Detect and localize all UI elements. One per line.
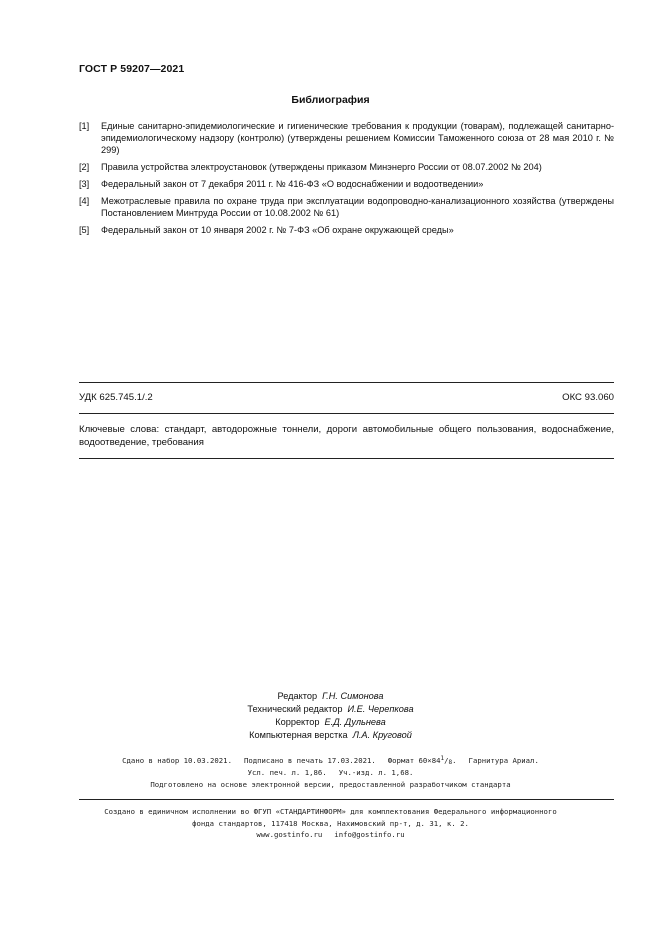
typeset-date: Сдано в набор 10.03.2021. (122, 756, 232, 765)
bibliography-entry (79, 178, 614, 190)
signed-date: Подписано в печать 17.03.2021. (243, 756, 376, 765)
imprint-line-3: Подготовлено на основе электронной версии, предоставленной разработчиком стандарта (150, 780, 511, 789)
credit-name: И.Е. Черепкова (347, 704, 414, 714)
udc-code: УДК 625.745.1/.2 (79, 392, 153, 403)
entry-text: Единые санитарно-эпидемиологические и гигиенические требования к продукции (товарам), подлежащей санитарно-эпидемиологическому надзору (контролю) (утверждены решением Комиссии Таможенного союза от 28 мая 2010 г. № 299) (101, 121, 614, 155)
credit-role: Корректор (275, 717, 320, 727)
entry-number: [4] (79, 196, 90, 206)
print-sheets: Усл. печ. л. 1,86. (247, 768, 327, 777)
imprint-line-2 (0, 767, 661, 779)
divider-middle (79, 413, 614, 414)
entry-text: Федеральный закон от 7 декабря 2011 г. № 416-ФЗ «О водоснабжении и водоотведении» (101, 179, 484, 189)
entry-number: [3] (79, 179, 90, 189)
typeface: Гарнитура Ариал. (468, 756, 539, 765)
footer-line-2: фонда стандартов, 117418 Москва, Нахимовский пр-т, д. 31, к. 2. (192, 818, 469, 828)
entry-text: Межотраслевые правила по охране труда при эксплуатации водопроводно-канализационного хозяйства (утверждены Постановлением Минтруда России от 10.08.2002 № 61) (101, 196, 614, 218)
divider-footer (79, 799, 614, 800)
footer-line-1: Создано в единичном исполнении во ФГУП «СТАНДАРТИНФОРМ» для комплектования Федерального информационного (104, 807, 557, 816)
print-imprint (0, 755, 661, 791)
credit-name: Г.Н. Симонова (322, 691, 384, 701)
credit-role: Компьютерная верстка (249, 730, 348, 740)
entry-text: Федеральный закон от 10 января 2002 г. № 7-ФЗ «Об охране окружающей среды» (101, 225, 454, 235)
website-link[interactable]: www.gostinfo.ru (256, 830, 323, 839)
editorial-credits (0, 690, 661, 742)
credit-role: Технический редактор (247, 704, 343, 714)
bibliography-entry (79, 161, 614, 173)
bibliography-entry (79, 120, 614, 156)
divider-bottom (79, 458, 614, 459)
entry-number: [2] (79, 162, 90, 172)
credit-line (0, 716, 661, 729)
bibliography-list (79, 120, 614, 241)
entry-text: Правила устройства электроустановок (утверждены приказом Минэнерго России от 08.07.2002 № 204) (101, 162, 542, 172)
entry-number: [1] (79, 121, 90, 131)
classification-row (79, 392, 614, 403)
footer-contacts (0, 829, 661, 841)
credit-role: Редактор (277, 691, 318, 701)
publisher-sheets: Уч.-изд. л. 1,68. (338, 768, 414, 777)
keywords (79, 423, 614, 449)
email-link[interactable]: info@gostinfo.ru (334, 830, 405, 839)
bibliography-title: Библиография (291, 94, 370, 106)
keywords-label: Ключевые слова: (79, 424, 160, 435)
credit-line (0, 690, 661, 703)
credit-line (0, 729, 661, 742)
bibliography-entry (79, 195, 614, 219)
credit-name: Е.Д. Дульнева (324, 717, 386, 727)
credit-line (0, 703, 661, 716)
paper-format: Формат $60\times 84^1/_8$. (387, 755, 457, 766)
oks-code: ОКС 93.060 (562, 392, 614, 403)
standard-header: ГОСТ Р 59207—2021 (79, 63, 185, 75)
imprint-line-1 (0, 755, 661, 767)
entry-number: [5] (79, 225, 90, 235)
publisher-footer (0, 806, 661, 841)
credit-name: Л.А. Круговой (352, 730, 412, 740)
bibliography-entry (79, 224, 614, 236)
divider-top (79, 382, 614, 383)
keywords-text: стандарт, автодорожные тоннели, дороги автомобильные общего пользования, водоснабжение, водоотведение, требования (79, 424, 614, 448)
